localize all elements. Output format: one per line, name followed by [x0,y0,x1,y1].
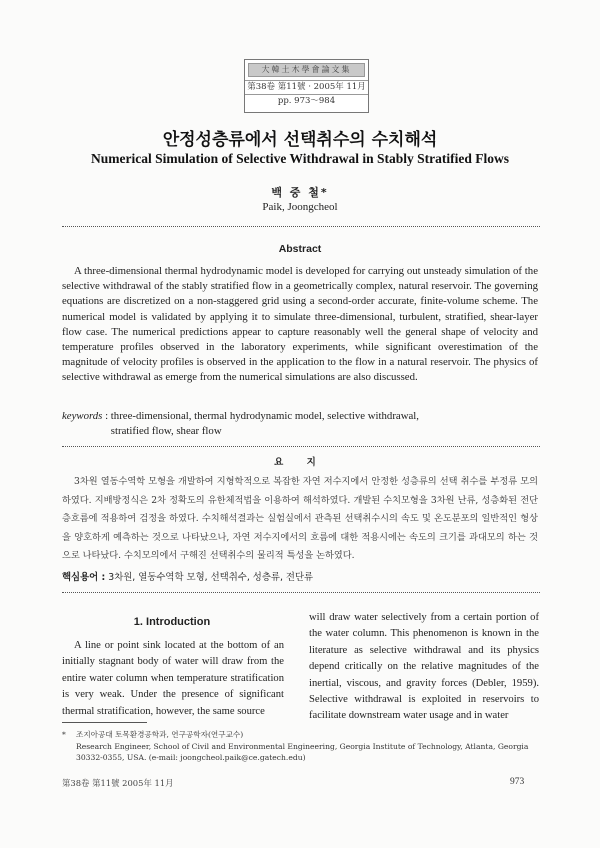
footer-journal-issue: 第38卷 第11號 2005年 11月 [62,778,174,788]
keywords-value: three-dimensional, thermal hydrodynamic model, selective withdrawal, stratified flow, shear flow [110,410,420,437]
page-number: 973 [510,777,525,787]
footnote [62,729,540,764]
divider-bottom [62,592,540,593]
footnote-affiliation-ko: 조지아공대 토목환경공학과, 연구공학자(연구교수) [76,730,244,739]
korean-keywords [62,569,538,583]
keywords-label: keywords [62,410,103,422]
korean-keywords-value: 3차원, 열동수역학 모형, 선택취수, 성층류, 전단류 [105,572,314,583]
abstract-text: A three-dimensional thermal hydrodynamic model is developed for carrying out unsteady simulation of the selective withdrawal of the stably stratified flow in a geometrically complex, natural reservoir. The governing equations are discretized on a non-staggered grid using a second-order accurate, finite-volume scheme. The numerical model is validated by applying it to simulate three-dimensional, turbulent, stratified, shear-layer flow case. The numerical predictions appear to capture reasonably well the general shape of velocity and temperature profiles observed in the laboratory experiments, while significant overestimation of the magnitude of velocity profiles is observed in the application to the flow in a natural reservoir. The physics of selective withdrawal as emerge from the numerical simulations are also discussed. [62,265,538,384]
footnote-rule [62,722,147,723]
footnote-marker: * [62,730,66,739]
title-korean: 안정성층류에서 선택취수의 수치해석 [162,130,438,150]
journal-info-box [244,59,369,113]
title-english: Numerical Simulation of Selective Withdrawal in Stably Stratified Flows [91,151,509,166]
author-korean: 백 중 철* [271,186,329,199]
korean-abstract-text: 3차원 열동수역학 모형을 개발하여 지형학적으로 복잡한 자연 저수지에서 안정한 성층류의 선택 취수를 부정류 모의하였다. 지배방정식은 2차 정확도의 유한체적법을 이용하여 해석하였다. 개발된 수치모형을 3차원 난류, 성층화된 전단층흐름에 적용하여 검정을 하였다. 수치해석결과는 실험실에서 관측된 선택취수시의 속도 및 온도분포의 일반적인 형상을 양호하게 예측하는 것으로 나타났으나, 자연 저수지에서의 흐름에 대한 적용시에는 속도의 크기를 과대모의 하는 것으로 나타났다. 수치모의에서 구해진 선택취수의 물리적 특성을 논하였다. [62,476,538,562]
keywords-separator: : [102,410,111,422]
abstract-heading: Abstract [278,243,322,255]
introduction-left-column: A line or point sink located at the bottom of an initially stagnant body of water will draw from the entire water column when temperature stratification is very weak. Under the presence of significant thermal stratification, however, the same source [62,640,284,717]
footnote-affiliation-en: Research Engineer, School of Civil and Environmental Engineering, Georgia Institute of Technology, Atlanta, Georgia 30332-0355, USA. (e-mail: joongcheol.paik@ce.gatech.edu) [76,741,529,762]
korean-keywords-label: 핵심용어 : [62,572,106,583]
introduction-right-column: will draw water selectively from a certain portion of the water column. This phenomenon is known in the literature as selective withdrawal and its physics depend critically on the relative magnitudes of the inertial, viscous, and gravity forces (Debler, 1959). Selective withdrawal is exploited in reservoirs to facilitate downstream water usage and in water [309,612,539,722]
divider-middle [62,446,540,447]
keywords-line [62,409,538,439]
journal-name: 大韓土木學會論文集 [248,63,365,77]
journal-volume: 第38卷 第11號 · 2005年 11月 [245,80,368,94]
korean-abstract-heading: 요 지 [274,457,326,468]
introduction-heading: 1. Introduction [133,616,211,628]
divider-top [62,226,540,227]
author-english: Paik, Joongcheol [262,201,338,213]
journal-pages: pp. 973～984 [245,94,368,108]
